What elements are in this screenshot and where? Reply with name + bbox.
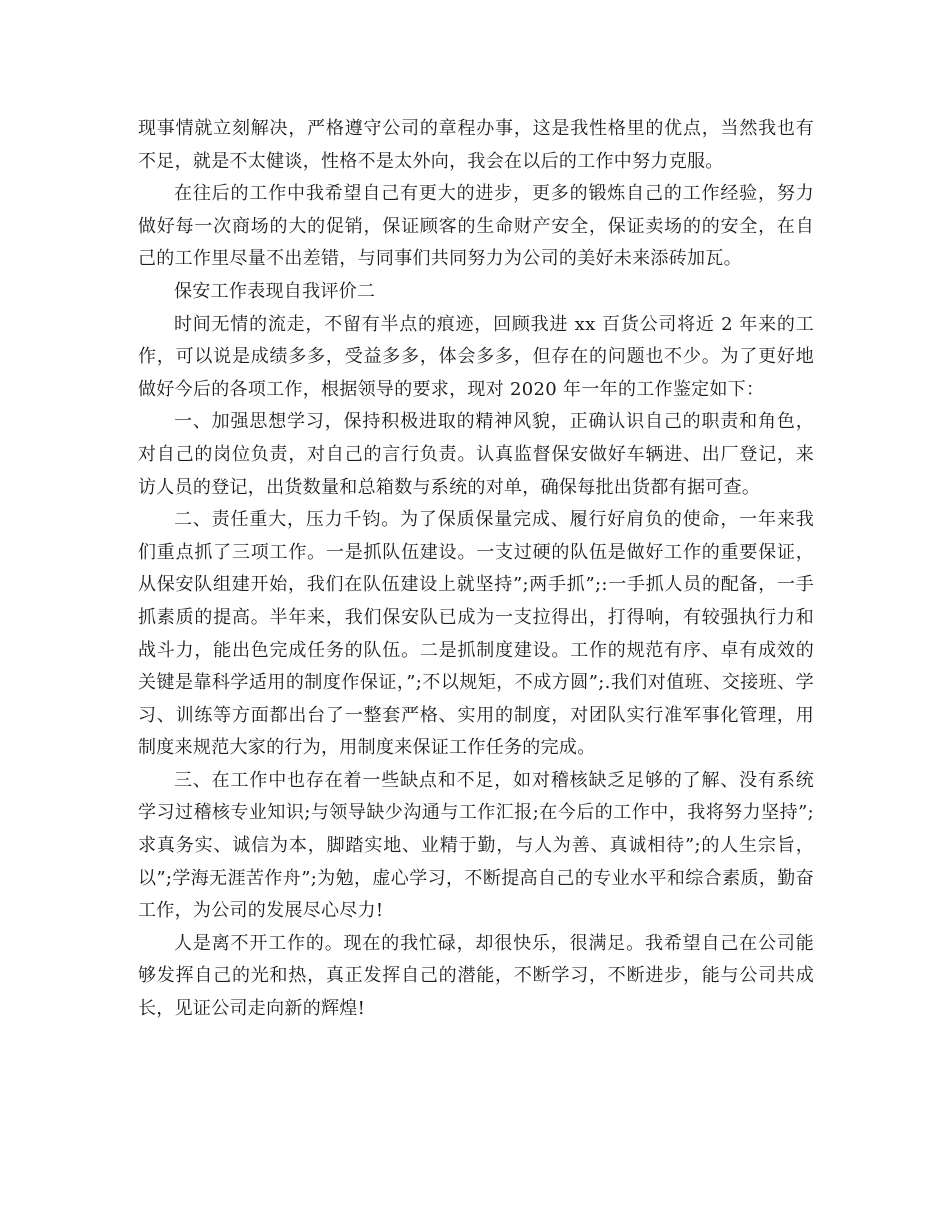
paragraph-intro: 时间无情的流走，不留有半点的痕迹，回顾我进 xx 百货公司将近 2 年来的工作，可以说是成绩多多，受益多多，体会多多，但存在的问题也不少。为了更好地做好今后的各项工作，根据领导的要求，现对 2020 年一年的工作鉴定如下： bbox=[138, 313, 814, 400]
paragraph-continuation: 现事情就立刻解决，严格遵守公司的章程办事，这是我性格里的优点，当然我也有不足，就是不太健谈，性格不是太外向，我会在以后的工作中努力克服。 bbox=[138, 118, 814, 172]
section-heading: 保安工作表现自我评价二 bbox=[174, 280, 376, 302]
paragraph-conclusion: 人是离不开工作的。现在的我忙碌，却很快乐，很满足。我希望自己在公司能够发挥自己的光和热，真正发挥自己的潜能，不断学习，不断进步，能与公司共成长，见证公司走向新的辉煌! bbox=[138, 932, 814, 1020]
paragraph-point-one: 一、加强思想学习，保持积极进取的精神风貌，正确认识自己的职责和角色，对自己的岗位负责，对自己的言行负责。认真监督保安做好车辆进、出厂登记，来访人员的登记，出货数量和总箱数与系统的对单，确保每批出货都有据可查。 bbox=[138, 411, 814, 498]
document-body bbox=[138, 113, 814, 1026]
paragraph-point-three: 三、在工作中也存在着一些缺点和不足，如对稽核缺乏足够的了解、没有系统学习过稽核专业知识;与领导缺少沟通与工作汇报;在今后的工作中，我将努力坚持”;求真务实、诚信为本，脚踏实地、业精于勤，与人为善、真诚相待”;的人生宗旨，以”;学海无涯苦作舟”;为勉，虚心学习，不断提高自己的专业水平和综合素质，勤奋工作，为公司的发展尽心尽力! bbox=[138, 769, 814, 922]
paragraph-point-two: 二、责任重大，压力千钧。为了保质保量完成、履行好肩负的使命，一年来我们重点抓了三项工作。一是抓队伍建设。一支过硬的队伍是做好工作的重要保证，从保安队组建开始，我们在队伍建设上就坚持”;两手抓”;:一手抓人员的配备，一手抓素质的提高。半年来，我们保安队已成为一支拉得出，打得响，有较强执行力和战斗力，能出色完成任务的队伍。二是抓制度建设。工作的规范有序、卓有成效的关键是靠科学适用的制度作保证，”;不以规矩，不成方圆”;.我们对值班、交接班、学习、训练等方面都出台了一整套严格、实用的制度，对团队实行准军事化管理，用制度来规范大家的行为，用制度来保证工作任务的完成。 bbox=[138, 509, 814, 759]
paragraph-future-goals: 在往后的工作中我希望自己有更大的进步，更多的锻炼自己的工作经验，努力做好每一次商场的大的促销，保证顾客的生命财产安全，保证卖场的的安全，在自己的工作里尽量不出差错，与同事们共同努力为公司的美好未来添砖加瓦。 bbox=[138, 183, 814, 270]
